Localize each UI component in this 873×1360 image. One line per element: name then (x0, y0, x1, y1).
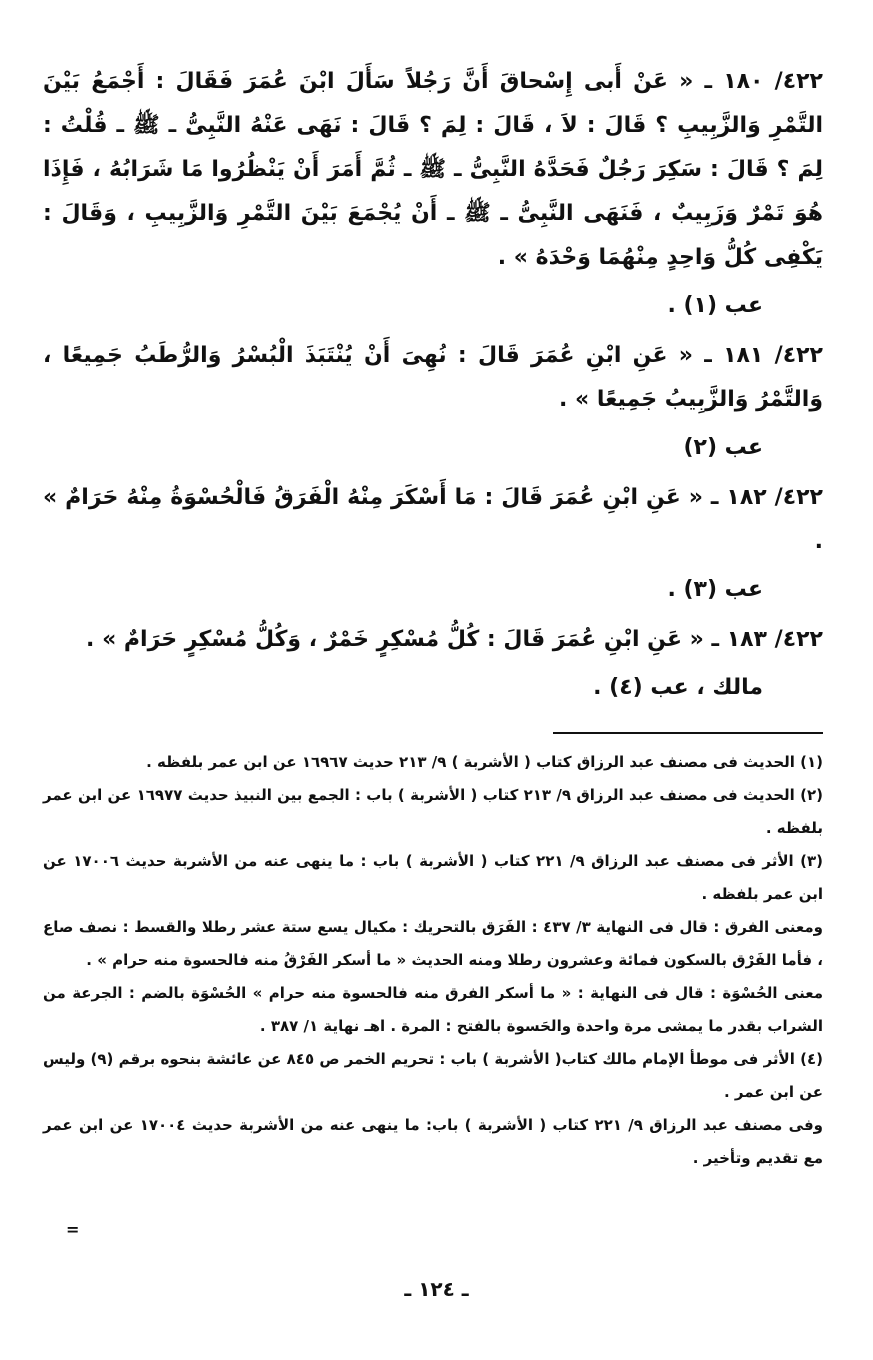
hadith-source: عب (١) . (667, 293, 763, 318)
hadith-183 (43, 618, 823, 710)
footnote-4-musannaf: وفى مصنف عبد الرزاق ٩/ ٢٢١ كتاب ( الأشربة ) باب: ما ينهى عنه من الأشربة حديث ١٧٠٠٤ عن ابن عمر مع تقديم وتأخير . (43, 1116, 823, 1167)
page-body (43, 60, 823, 1175)
continuation-mark: = (66, 1220, 80, 1239)
hadith-text: ٤٢٢/ ١٨٢ ـ « عَنِ ابْنِ عُمَرَ قَالَ : مَا أَسْكَرَ مِنْهُ الْفَرَقُ فَالْحُسْوَةُ مِنْهُ حَرَامٌ » . (43, 485, 823, 554)
footnote-2: (٢) الحديث فى مصنف عبد الرزاق ٩/ ٢١٣ كتاب ( الأشربة ) باب : الجمع بين النبيذ حديث ١٦٩٧٧ عن ابن عمر بلفظه . (43, 786, 824, 837)
hadith-text: ٤٢٢/ ١٨١ ـ « عَنِ ابْنِ عُمَرَ قَالَ : نُهِىَ أَنْ يُنْتَبَذَ الْبُسْرُ وَالرُّطَبُ جَمِيعًا ، وَالتَّمْرُ وَالزَّبِيبُ جَمِيعًا » . (43, 343, 823, 412)
hadith-source: عب (٢) (683, 435, 763, 460)
hadith-source: عب (٣) . (667, 577, 763, 602)
footnote-3: (٣) الأثر فى مصنف عبد الرزاق ٩/ ٢٢١ كتاب ( الأشربة ) باب : ما ينهى عنه من الأشربة حديث ١٧٠٠٦ عن ابن عمر بلفظه . (43, 852, 824, 903)
footnote-3-husuwa: معنى الحُسْوَة : قال فى النهاية : « ما أسكر الفرق منه فالحسوة منه حرام » الحُسْوَة بالضم : الجرعة من الشراب بقدر ما يمشى مرة واحدة والحَسوة بالفتح : المرة . اهـ نهاية ١/ ٣٨٧ . (43, 984, 823, 1035)
hadith-181 (43, 334, 823, 470)
hadith-text: ٤٢٢/ ١٨٠ ـ « عَنْ أَبى إِسْحاقَ أَنَّ رَجُلاً سَأَلَ ابْنَ عُمَرَ فَقَالَ : أَجْمَعُ بَيْنَ التَّمْرِ وَالزَّبِيبِ ؟ قَالَ : لاَ ، قَالَ : لِمَ ؟ قَالَ : نَهَى عَنْهُ النَّبِىُّ ـ ﷺ ـ قُلْتُ : لِمَ ؟ قَالَ : سَكِرَ رَجُلٌ فَحَدَّهُ النَّبِىُّ ـ ﷺ ـ ثُمَّ أَمَرَ أَنْ يَنْظُرُوا مَا شَرَابُهُ ، فَإِذَا هُوَ تَمْرٌ وَزَبِيبٌ ، فَنَهَى النَّبِىُّ ـ ﷺ ـ أَنْ يُجْمَعَ بَيْنَ التَّمْرِ وَالزَّبِيبِ ، وَقَالَ : يَكْفِى كُلُّ وَاحِدٍ مِنْهُمَا وَحْدَهُ » . (43, 69, 823, 270)
page-number: ـ ١٢٤ ـ (404, 1277, 469, 1301)
footnote-divider (553, 732, 823, 734)
hadith-text: ٤٢٢/ ١٨٣ ـ « عَنِ ابْنِ عُمَرَ قَالَ : كُلُّ مُسْكِرٍ خَمْرٌ ، وَكُلُّ مُسْكِرٍ حَرَامٌ » . (86, 627, 823, 652)
footnote-3-faraq: ومعنى الفرق : قال فى النهاية ٣/ ٤٣٧ : الفَرَق بالتحريك : مكيال يسع ستة عشر رطلا والقسط : نصف صاع ، فأما الفَرْق بالسكون فمائة وعشرون رطلا ومنه الحديث « ما أسكر الفَرْقُ منه فالحسوة منه حرام » . (43, 918, 824, 969)
hadith-182 (43, 476, 823, 612)
hadith-180 (43, 60, 823, 328)
hadith-source: مالك ، عب (٤) . (593, 675, 763, 700)
footnotes (43, 746, 823, 1175)
footnote-4: (٤) الأثر فى موطأ الإمام مالك كتاب( الأشربة ) باب : تحريم الخمر ص ٨٤٥ عن عائشة بنحوه برقم (٩) وليس عن ابن عمر . (43, 1050, 823, 1101)
footnote-1: (١) الحديث فى مصنف عبد الرزاق كتاب ( الأشربة ) ٩/ ٢١٣ حديث ١٦٩٦٧ عن ابن عمر بلفظه . (146, 753, 823, 771)
